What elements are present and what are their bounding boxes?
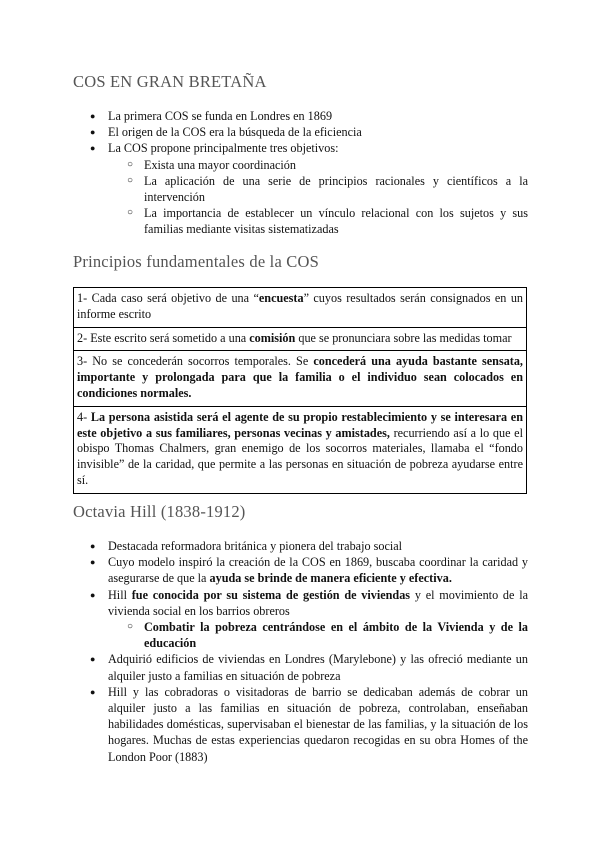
list-item-text: La COS propone principalmente tres objetivos: — [108, 141, 339, 156]
sub-list-item — [73, 157, 528, 173]
bullet-disc-icon: ● — [90, 541, 96, 551]
principles-table — [73, 287, 527, 494]
bullet-disc-icon: ● — [90, 557, 96, 568]
sub-list-item-text: Exista una mayor coordinación — [144, 157, 296, 172]
bullet-disc-icon: ● — [90, 686, 96, 697]
list-item-text: Adquirió edificios de viviendas en Londres (Marylebone) y las ofreció mediante un alquiler justo a familias en situación de pobreza — [108, 652, 528, 683]
section-heading-cos: COS EN GRAN BRETAÑA — [73, 72, 267, 91]
bullet-circle-icon: ○ — [127, 207, 134, 219]
list-item: ● Cuyo modelo inspiró la creación de la COS en 1869, buscaba coordinar la caridad y asegurarse de que la ayuda se brinde de manera eficiente y efectiva. — [90, 555, 528, 586]
list-item — [73, 538, 528, 554]
list-item-text: El origen de la COS era la búsqueda de la eficiencia — [108, 125, 362, 140]
bullet-disc-icon: ● — [90, 143, 96, 154]
bullet-disc-icon: ● — [90, 654, 96, 665]
table-cell: 1- Cada caso será objetivo de una “encuesta” cuyos resultados serán consignados en un informe escrito — [74, 288, 527, 328]
section-heading-principios: Principios fundamentales de la COS — [73, 252, 320, 271]
sub-list-item — [73, 619, 528, 651]
bullet-disc-icon: ● — [90, 589, 96, 600]
bullet-circle-icon: ○ — [127, 621, 134, 633]
section-heading-octavia-hill: Octavia Hill (1838-1912) — [73, 502, 246, 521]
table-cell: 3- No se concederán socorros temporales. Se concederá una ayuda bastante sensata, importante y prolongada para que la familia o el individuo sean colocados en condiciones normales. — [74, 351, 527, 406]
list-item-text: La primera COS se funda en Londres en 1869 — [108, 109, 333, 123]
list-item-text: Destacada reformadora británica y pionera del trabajo social — [108, 539, 403, 553]
list-item: ● Hill fue conocida por su sistema de gestión de viviendas y el movimiento de la vivienda social en los barrios obreros — [90, 587, 529, 618]
sub-list-item — [73, 173, 528, 205]
sub-list-item-text: Combatir la pobreza centrándose en el ámbito de la Vivienda y de la educación — [144, 620, 528, 651]
list-item — [73, 124, 528, 140]
bullet-disc-icon: ● — [90, 127, 96, 138]
sub-list-item-text: La aplicación de una serie de principios racionales y científicos a la intervención — [144, 173, 528, 205]
list-item — [73, 684, 528, 765]
table-cell: 2- Este escrito será sometido a una comisión que se pronunciara sobre las medidas tomar — [74, 327, 527, 351]
bullet-circle-icon: ○ — [127, 174, 134, 186]
list-item-text: Hill y las cobradoras o visitadoras de barrio se dedicaban además de cobrar un alquiler justo a las familias en situación de pobreza, controlaban, enseñaban habilidades domésticas, supervisaban el bienestar de las familias, y la situación de los hogares. Muchas de estas experiencias quedaron recogidas en su obra Homes of the London Poor (1883) — [108, 684, 528, 764]
cos-list — [73, 108, 528, 238]
list-item — [73, 651, 528, 683]
table-row — [74, 351, 527, 406]
bullet-circle-icon: ○ — [127, 158, 134, 170]
table-row — [74, 327, 527, 351]
list-item — [73, 108, 528, 124]
list-item — [73, 140, 528, 156]
table-cell: 4- La persona asistida será el agente de su propio restablecimiento y se interesara en este objetivo a sus familiares, personas vecinas y amistades, recurriendo así a lo que el obispo Thomas Chalmers, gran enemigo de los socorros materiales, llamaba el “fondo invisible” de la caridad, que permite a las personas en situación de pobreza ayudarse entre sí. — [74, 406, 527, 493]
table-row — [74, 288, 527, 328]
sub-list-item-text: La importancia de establecer un vínculo relacional con los sujetos y sus familias mediante visitas sistematizadas — [144, 206, 528, 237]
table-row — [74, 406, 527, 493]
sub-list-item — [73, 205, 528, 237]
bullet-disc-icon: ● — [90, 111, 96, 121]
octavia-list — [73, 538, 528, 765]
